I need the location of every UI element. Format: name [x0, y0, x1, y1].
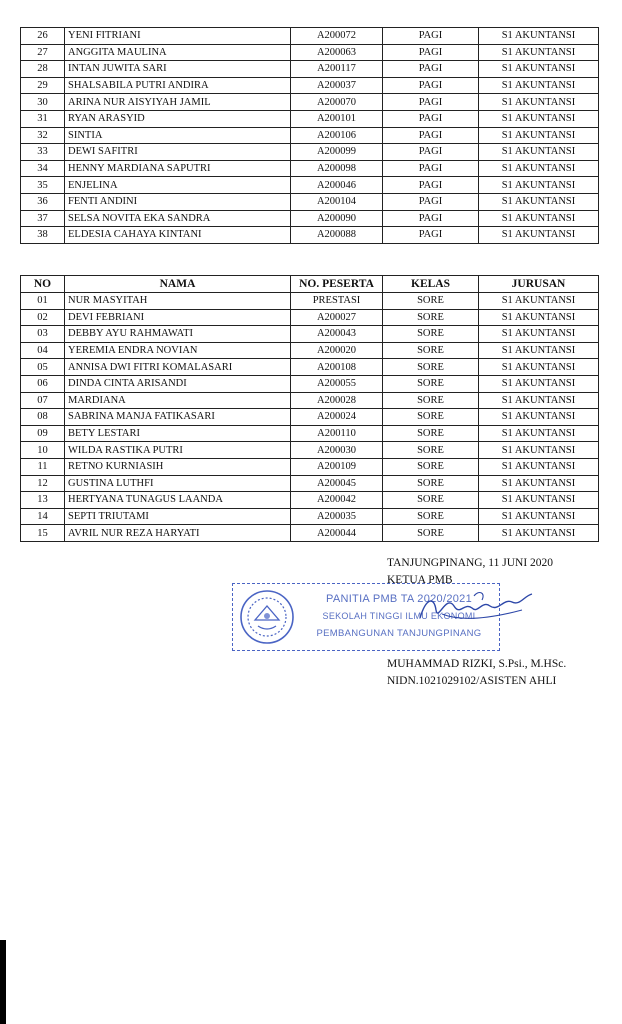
cell-no-peserta: A200042	[291, 492, 383, 509]
cell-jurusan: S1 AKUNTANSI	[479, 110, 599, 127]
cell-no: 26	[21, 28, 65, 45]
header-no: NO	[21, 276, 65, 293]
institution-emblem-icon	[238, 588, 296, 646]
table-row	[21, 94, 599, 111]
table-row	[21, 508, 599, 525]
cell-kelas: PAGI	[383, 28, 479, 45]
cell-kelas: PAGI	[383, 193, 479, 210]
table-row	[21, 177, 599, 194]
cell-nama: ANNISA DWI FITRI KOMALASARI	[65, 359, 291, 376]
cell-no-peserta: A200108	[291, 359, 383, 376]
table-row	[21, 442, 599, 459]
cell-kelas: SORE	[383, 475, 479, 492]
cell-no: 02	[21, 309, 65, 326]
cell-kelas: SORE	[383, 342, 479, 359]
cell-nama: DEWI SAFITRI	[65, 144, 291, 161]
cell-jurusan: S1 AKUNTANSI	[479, 492, 599, 509]
cell-jurusan: S1 AKUNTANSI	[479, 28, 599, 45]
student-table-pagi	[20, 27, 599, 244]
cell-kelas: PAGI	[383, 44, 479, 61]
table-row	[21, 227, 599, 244]
signatory-name: MUHAMMAD RIZKI, S.Psi., M.HSc.	[387, 658, 567, 670]
cell-no: 11	[21, 458, 65, 475]
cell-no-peserta: A200104	[291, 193, 383, 210]
cell-jurusan: S1 AKUNTANSI	[479, 442, 599, 459]
cell-jurusan: S1 AKUNTANSI	[479, 309, 599, 326]
cell-no-peserta: A200055	[291, 375, 383, 392]
cell-no: 34	[21, 160, 65, 177]
cell-nama: ENJELINA	[65, 177, 291, 194]
signatory-nidn: NIDN.1021029102/ASISTEN AHLI	[387, 675, 557, 687]
cell-jurusan: S1 AKUNTANSI	[479, 359, 599, 376]
cell-nama: NUR MASYITAH	[65, 293, 291, 310]
cell-no: 27	[21, 44, 65, 61]
cell-jurusan: S1 AKUNTANSI	[479, 508, 599, 525]
cell-nama: RYAN ARASYID	[65, 110, 291, 127]
cell-jurusan: S1 AKUNTANSI	[479, 94, 599, 111]
cell-no: 30	[21, 94, 65, 111]
cell-no-peserta: A200106	[291, 127, 383, 144]
cell-no-peserta: A200044	[291, 525, 383, 542]
cell-kelas: PAGI	[383, 110, 479, 127]
table-row	[21, 77, 599, 94]
scan-edge-mark	[0, 940, 6, 1024]
table-row	[21, 309, 599, 326]
table-row	[21, 492, 599, 509]
table-row	[21, 458, 599, 475]
cell-no: 01	[21, 293, 65, 310]
cell-no-peserta: A200117	[291, 61, 383, 78]
cell-no: 14	[21, 508, 65, 525]
cell-kelas: SORE	[383, 508, 479, 525]
table-row	[21, 475, 599, 492]
cell-kelas: PAGI	[383, 127, 479, 144]
cell-jurusan: S1 AKUNTANSI	[479, 293, 599, 310]
cell-nama: ELDESIA CAHAYA KINTANI	[65, 227, 291, 244]
cell-kelas: SORE	[383, 425, 479, 442]
table-row	[21, 210, 599, 227]
cell-kelas: SORE	[383, 309, 479, 326]
table-row	[21, 359, 599, 376]
cell-no-peserta: A200027	[291, 309, 383, 326]
cell-jurusan: S1 AKUNTANSI	[479, 392, 599, 409]
cell-no-peserta: A200072	[291, 28, 383, 45]
cell-no-peserta: A200028	[291, 392, 383, 409]
cell-no: 04	[21, 342, 65, 359]
cell-jurusan: S1 AKUNTANSI	[479, 210, 599, 227]
table-row	[21, 525, 599, 542]
cell-kelas: PAGI	[383, 210, 479, 227]
cell-no: 31	[21, 110, 65, 127]
cell-no-peserta: A200035	[291, 508, 383, 525]
table1-body	[21, 28, 599, 244]
cell-kelas: SORE	[383, 525, 479, 542]
cell-kelas: SORE	[383, 392, 479, 409]
cell-kelas: SORE	[383, 409, 479, 426]
cell-nama: YEREMIA ENDRA NOVIAN	[65, 342, 291, 359]
cell-kelas: PAGI	[383, 94, 479, 111]
cell-kelas: PAGI	[383, 77, 479, 94]
table-row	[21, 293, 599, 310]
stamp-text-school: SEKOLAH TINGGI ILMU EKONOMI	[322, 611, 476, 621]
cell-nama: SHALSABILA PUTRI ANDIRA	[65, 77, 291, 94]
cell-no-peserta: A200045	[291, 475, 383, 492]
cell-nama: DINDA CINTA ARISANDI	[65, 375, 291, 392]
table-row	[21, 342, 599, 359]
cell-kelas: SORE	[383, 293, 479, 310]
table-row	[21, 127, 599, 144]
cell-no-peserta: A200030	[291, 442, 383, 459]
cell-nama: AVRIL NUR REZA HARYATI	[65, 525, 291, 542]
cell-no-peserta: A200099	[291, 144, 383, 161]
cell-no: 12	[21, 475, 65, 492]
cell-no: 28	[21, 61, 65, 78]
cell-nama: DEBBY AYU RAHMAWATI	[65, 326, 291, 343]
table-row	[21, 375, 599, 392]
cell-no: 33	[21, 144, 65, 161]
cell-jurusan: S1 AKUNTANSI	[479, 342, 599, 359]
cell-no-peserta: A200098	[291, 160, 383, 177]
cell-no-peserta: A200101	[291, 110, 383, 127]
cell-kelas: SORE	[383, 359, 479, 376]
cell-kelas: SORE	[383, 458, 479, 475]
cell-nama: HERTYANA TUNAGUS LAANDA	[65, 492, 291, 509]
header-nama: NAMA	[65, 276, 291, 293]
cell-no-peserta: A200088	[291, 227, 383, 244]
student-table-sore	[20, 275, 599, 542]
cell-kelas: PAGI	[383, 144, 479, 161]
cell-nama: DEVI FEBRIANI	[65, 309, 291, 326]
place-date: TANJUNGPINANG, 11 JUNI 2020	[387, 557, 554, 569]
cell-nama: ANGGITA MAULINA	[65, 44, 291, 61]
cell-jurusan: S1 AKUNTANSI	[479, 425, 599, 442]
cell-jurusan: S1 AKUNTANSI	[479, 77, 599, 94]
cell-kelas: SORE	[383, 375, 479, 392]
cell-jurusan: S1 AKUNTANSI	[479, 409, 599, 426]
table-row	[21, 409, 599, 426]
cell-nama: SEPTI TRIUTAMI	[65, 508, 291, 525]
cell-jurusan: S1 AKUNTANSI	[479, 127, 599, 144]
table2-body	[21, 293, 599, 542]
table-row	[21, 144, 599, 161]
cell-nama: INTAN JUWITA SARI	[65, 61, 291, 78]
cell-no: 35	[21, 177, 65, 194]
table-row	[21, 110, 599, 127]
signatory-role: KETUA PMB	[387, 574, 453, 586]
cell-no: 13	[21, 492, 65, 509]
cell-no: 09	[21, 425, 65, 442]
cell-nama: BETY LESTARI	[65, 425, 291, 442]
cell-no: 15	[21, 525, 65, 542]
handwritten-signature	[412, 588, 542, 630]
cell-no: 36	[21, 193, 65, 210]
cell-jurusan: S1 AKUNTANSI	[479, 193, 599, 210]
cell-jurusan: S1 AKUNTANSI	[479, 44, 599, 61]
cell-jurusan: S1 AKUNTANSI	[479, 375, 599, 392]
table-row	[21, 160, 599, 177]
cell-no: 03	[21, 326, 65, 343]
cell-nama: WILDA RASTIKA PUTRI	[65, 442, 291, 459]
cell-nama: SABRINA MANJA FATIKASARI	[65, 409, 291, 426]
cell-nama: GUSTINA LUTHFI	[65, 475, 291, 492]
cell-nama: SELSA NOVITA EKA SANDRA	[65, 210, 291, 227]
cell-kelas: PAGI	[383, 61, 479, 78]
table-row	[21, 193, 599, 210]
cell-no: 29	[21, 77, 65, 94]
cell-no: 06	[21, 375, 65, 392]
cell-no: 37	[21, 210, 65, 227]
cell-kelas: PAGI	[383, 160, 479, 177]
cell-no-peserta: A200024	[291, 409, 383, 426]
cell-no-peserta: PRESTASI	[291, 293, 383, 310]
cell-no: 10	[21, 442, 65, 459]
cell-jurusan: S1 AKUNTANSI	[479, 525, 599, 542]
cell-jurusan: S1 AKUNTANSI	[479, 144, 599, 161]
table-row	[21, 28, 599, 45]
cell-no: 05	[21, 359, 65, 376]
cell-kelas: SORE	[383, 442, 479, 459]
table-row	[21, 425, 599, 442]
cell-nama: FENTI ANDINI	[65, 193, 291, 210]
cell-jurusan: S1 AKUNTANSI	[479, 475, 599, 492]
stamp-text-committee: PANITIA PMB TA 2020/2021	[326, 593, 472, 605]
cell-kelas: PAGI	[383, 177, 479, 194]
cell-no-peserta: A200020	[291, 342, 383, 359]
cell-nama: MARDIANA	[65, 392, 291, 409]
stamp-text-city: PEMBANGUNAN TANJUNGPINANG	[316, 628, 482, 639]
cell-jurusan: S1 AKUNTANSI	[479, 177, 599, 194]
header-no-peserta: NO. PESERTA	[291, 276, 383, 293]
cell-no-peserta: A200063	[291, 44, 383, 61]
cell-nama: HENNY MARDIANA SAPUTRI	[65, 160, 291, 177]
table-row	[21, 392, 599, 409]
cell-nama: SINTIA	[65, 127, 291, 144]
cell-no: 08	[21, 409, 65, 426]
cell-jurusan: S1 AKUNTANSI	[479, 458, 599, 475]
cell-no-peserta: A200110	[291, 425, 383, 442]
cell-nama: ARINA NUR AISYIYAH JAMIL	[65, 94, 291, 111]
cell-no: 38	[21, 227, 65, 244]
cell-no-peserta: A200043	[291, 326, 383, 343]
cell-no-peserta: A200070	[291, 94, 383, 111]
cell-nama: YENI FITRIANI	[65, 28, 291, 45]
cell-no-peserta: A200046	[291, 177, 383, 194]
cell-no: 07	[21, 392, 65, 409]
table-row	[21, 44, 599, 61]
cell-jurusan: S1 AKUNTANSI	[479, 61, 599, 78]
header-kelas: KELAS	[383, 276, 479, 293]
cell-no-peserta: A200037	[291, 77, 383, 94]
cell-nama: RETNO KURNIASIH	[65, 458, 291, 475]
cell-kelas: SORE	[383, 326, 479, 343]
table-row	[21, 61, 599, 78]
cell-jurusan: S1 AKUNTANSI	[479, 160, 599, 177]
cell-no-peserta: A200109	[291, 458, 383, 475]
table-row	[21, 326, 599, 343]
cell-no-peserta: A200090	[291, 210, 383, 227]
cell-no: 32	[21, 127, 65, 144]
cell-kelas: PAGI	[383, 227, 479, 244]
header-jurusan: JURUSAN	[479, 276, 599, 293]
cell-kelas: SORE	[383, 492, 479, 509]
cell-jurusan: S1 AKUNTANSI	[479, 326, 599, 343]
cell-jurusan: S1 AKUNTANSI	[479, 227, 599, 244]
table-header-row	[21, 276, 599, 293]
